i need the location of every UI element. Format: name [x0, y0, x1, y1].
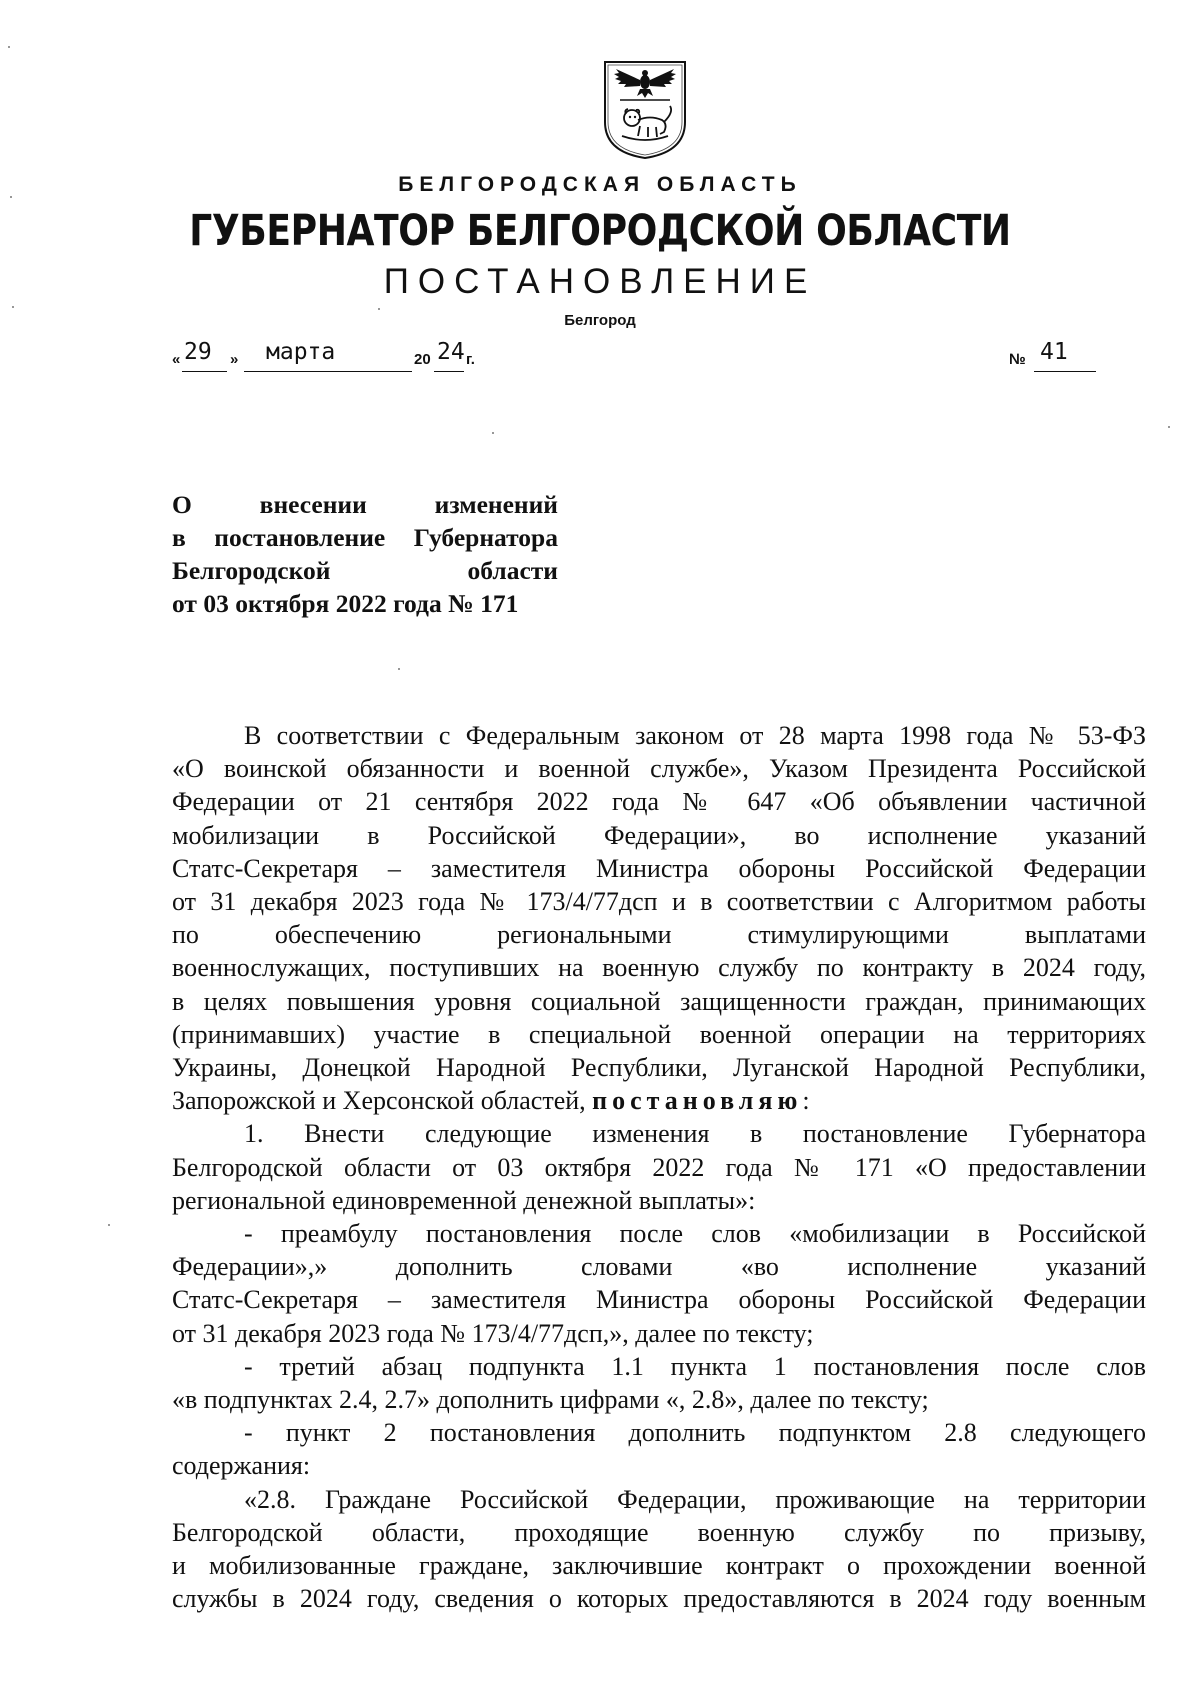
body-line: от 31 декабря 2023 года № 173/4/77дсп,», далее по тексту; [172, 1318, 814, 1348]
body-line: Украины, Донецкой Народной Республики, Луганской Народной Республики, [172, 1053, 1146, 1083]
date-day: 29 [184, 339, 212, 365]
day-underline [182, 371, 227, 372]
number-underline [1034, 371, 1096, 372]
body-line: «в подпунктах 2.4, 2.7» дополнить цифрами «, 2.8», далее по тексту; [172, 1385, 929, 1415]
body-text: : [802, 1086, 810, 1116]
document-subject [172, 488, 558, 620]
body-line: Федерации»,» дополнить словами «во исполнение указаний [172, 1252, 1146, 1282]
subject-line: в постановление Губернатора [172, 523, 558, 552]
day-close-quote: » [230, 351, 239, 368]
body-line: (принимавших) участие в специальной военной операции на территориях [172, 1019, 1146, 1049]
document-type: ПОСТАНОВЛЕНИЕ [383, 262, 817, 301]
city-name: Белгород [564, 312, 636, 329]
scan-speck [8, 46, 10, 48]
body-line: 1. Внести следующие изменения в постановление Губернатора [244, 1119, 1146, 1149]
body-line [172, 1084, 1146, 1117]
body-line: - преамбулу постановления после слов «мобилизации в Российской [244, 1219, 1146, 1249]
body-line: «2.8. Граждане Российской Федерации, проживающие на территории [244, 1484, 1146, 1514]
region-name: БЕЛГОРОДСКАЯ ОБЛАСТЬ [398, 173, 802, 196]
scan-speck [108, 1224, 110, 1226]
body-line: службы в 2024 году, сведения о которых предоставляются в 2024 году военным [172, 1584, 1146, 1614]
body-line: В соответствии с Федеральным законом от 28 марта 1998 года № 53-ФЗ [244, 721, 1146, 750]
body-line: - пункт 2 постановления дополнить подпунктом 2.8 следующего [244, 1418, 1146, 1448]
date-year-suffix: г. [466, 351, 475, 368]
scan-speck [378, 308, 380, 310]
subject-line: от 03 октября 2022 года № 171 [172, 589, 519, 618]
scan-speck [10, 196, 12, 198]
date-month: марта [266, 339, 336, 365]
body-line: от 31 декабря 2023 года № 173/4/77дсп и в соответствии с Алгоритмом работы [172, 887, 1146, 917]
number-label: № [1009, 351, 1026, 368]
decree-word: постановляю [592, 1086, 803, 1116]
month-underline [244, 371, 412, 372]
body-line: «О воинской обязанности и военной службе», Указом Президента Российской [172, 754, 1146, 784]
body-line: по обеспечению региональными стимулирующими выплатами [172, 920, 1146, 950]
body-line: региональной единовременной денежной выплаты»: [172, 1185, 756, 1215]
scan-speck [492, 432, 494, 434]
document-number: 41 [1040, 339, 1068, 365]
scan-speck [398, 668, 400, 670]
authority-title: ГУБЕРНАТОР БЕЛГОРОДСКОЙ ОБЛАСТИ [189, 206, 1011, 256]
body-line: в целях повышения уровня социальной защищенности граждан, принимающих [172, 986, 1146, 1016]
document-body [172, 719, 1146, 1615]
body-line: Статс-Секретаря – заместителя Министра обороны Российской Федерации [172, 853, 1146, 883]
body-text: Запорожской и Херсонской областей, [172, 1086, 586, 1116]
coat-of-arms-icon [602, 60, 688, 160]
body-line: - третий абзац подпункта 1.1 пункта 1 постановления после слов [244, 1351, 1146, 1381]
body-line: Федерации от 21 сентября 2022 года № 647 «Об объявлении частичной [172, 787, 1146, 817]
scan-speck [12, 306, 14, 308]
year-underline [434, 371, 464, 372]
coat-of-arms-emblem [602, 60, 688, 160]
subject-line: О внесении изменений [172, 490, 558, 519]
date-line [172, 336, 1132, 376]
body-line: Статс-Секретаря – заместителя Министра обороны Российской Федерации [172, 1285, 1146, 1315]
date-year: 24 [437, 339, 465, 365]
date-century: 20 [414, 351, 431, 368]
day-open-quote: « [172, 351, 181, 368]
body-line: Белгородской области от 03 октября 2022 года № 171 «О предоставлении [172, 1152, 1146, 1182]
body-line: содержания: [172, 1451, 311, 1481]
subject-line: Белгородской области [172, 556, 558, 585]
body-line: военнослужащих, поступивших на военную службу по контракту в 2024 году, [172, 953, 1146, 983]
body-line: и мобилизованные граждане, заключившие контракт о прохождении военной [172, 1551, 1146, 1581]
body-line: мобилизации в Российской Федерации», во исполнение указаний [172, 820, 1146, 850]
scan-speck [1168, 426, 1170, 428]
body-line: Белгородской области, проходящие военную службу по призыву, [172, 1517, 1146, 1547]
